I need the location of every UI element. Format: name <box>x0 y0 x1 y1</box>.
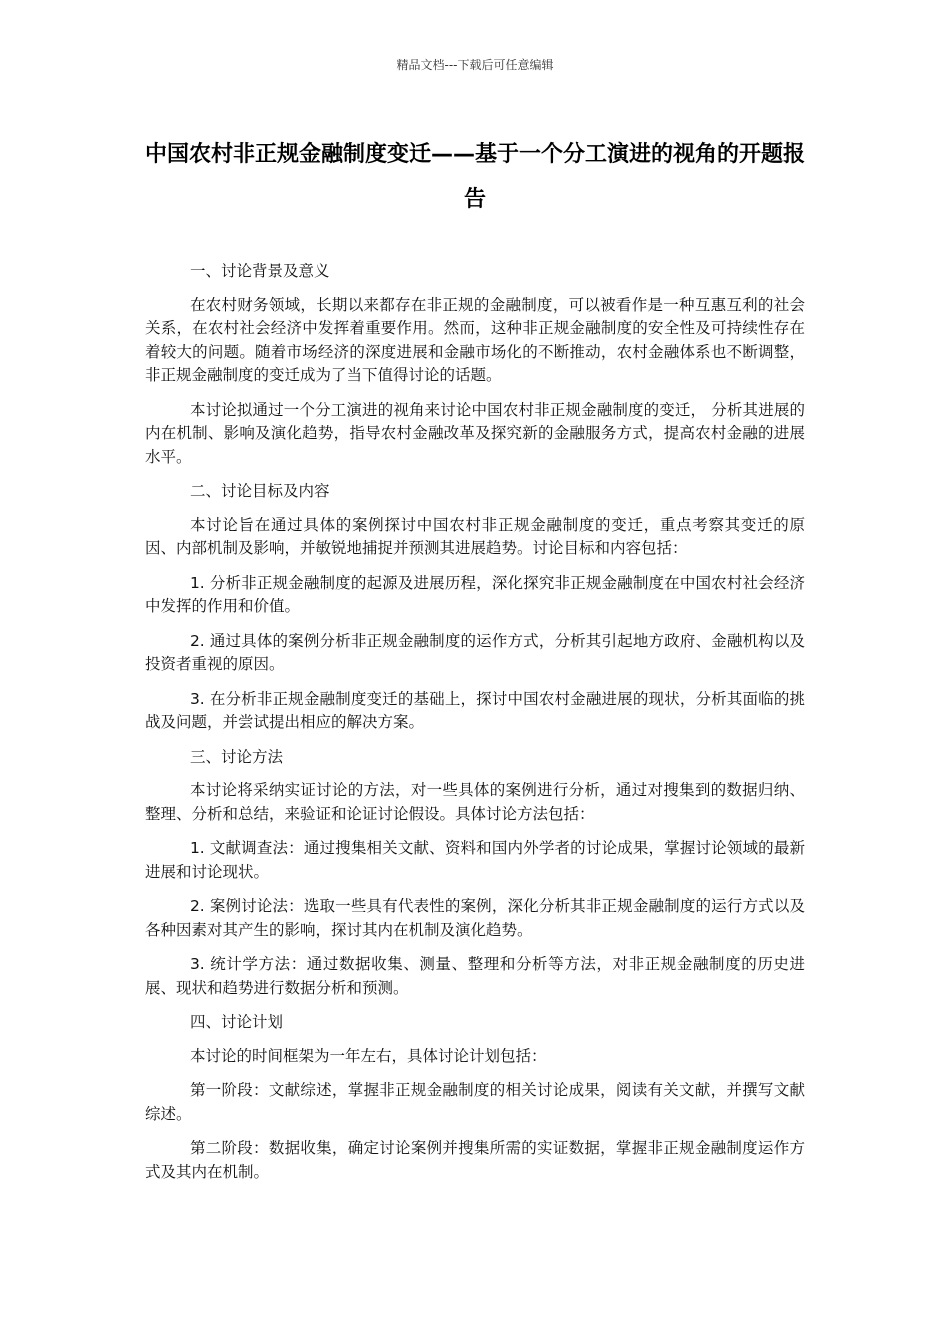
list-item: 第二阶段：数据收集，确定讨论案例并搜集所需的实证数据，掌握非正规金融制度运作方式及其内在机制。 <box>145 1139 805 1181</box>
page-header: 精品文档---下载后可任意编辑 <box>396 58 554 72</box>
list-item: 3. 统计学方法：通过数据收集、测量、整理和分析等方法，对非正规金融制度的历史进展、现状和趋势进行数据分析和预测。 <box>145 955 805 997</box>
list-item: 2. 通过具体的案例分析非正规金融制度的运作方式，分析其引起地方政府、金融机构以及投资者重视的原因。 <box>145 631 805 673</box>
list-item: 第一阶段：文献综述，掌握非正规金融制度的相关讨论成果，阅读有关文献，并撰写文献综述。 <box>145 1081 805 1123</box>
list-item: 1. 文献调查法：通过搜集相关文献、资料和国内外学者的讨论成果，掌握讨论领域的最新进展和讨论现状。 <box>145 839 805 881</box>
section-heading-plan: 四、讨论计划 <box>189 1013 283 1031</box>
section-heading-goals: 二、讨论目标及内容 <box>189 482 330 500</box>
section-heading-background: 一、讨论背景及意义 <box>189 262 330 280</box>
document-title: 中国农村非正规金融制度变迁——基于一个分工演进的视角的开题报告 <box>145 142 806 212</box>
list-item: 2. 案例讨论法：选取一些具有代表性的案例，深化分析其非正规金融制度的运行方式以及各种因素对其产生的影响，探讨其内在机制及演化趋势。 <box>145 897 805 939</box>
paragraph: 在农村财务领域，长期以来都存在非正规的金融制度，可以被看作是一种互惠互利的社会关系，在农村社会经济中发挥着重要作用。然而，这种非正规金融制度的安全性及可持续性存在着较大的问题。随着市场经济的深度进展和金融市场化的不断推动，农村金融体系也不断调整，非正规金融制度的变迁成为了当下值得讨论的话题。 <box>145 295 805 384</box>
paragraph: 本讨论将采纳实证讨论的方法，对一些具体的案例进行分析，通过对搜集到的数据归纳、整理、分析和总结，来验证和论证讨论假设。具体讨论方法包括： <box>145 781 805 823</box>
document-body <box>145 260 805 1195</box>
paragraph: 本讨论旨在通过具体的案例探讨中国农村非正规金融制度的变迁，重点考察其变迁的原因、内部机制及影响，并敏锐地捕捉并预测其进展趋势。讨论目标和内容包括： <box>145 515 805 557</box>
list-item: 1. 分析非正规金融制度的起源及进展历程，深化探究非正规金融制度在中国农村社会经济中发挥的作用和价值。 <box>145 573 805 615</box>
paragraph: 本讨论的时间框架为一年左右，具体讨论计划包括： <box>189 1046 547 1065</box>
section-heading-methods: 三、讨论方法 <box>189 747 283 766</box>
list-item: 3. 在分析非正规金融制度变迁的基础上，探讨中国农村金融进展的现状，分析其面临的挑战及问题，并尝试提出相应的解决方案。 <box>145 689 805 731</box>
paragraph: 本讨论拟通过一个分工演进的视角来讨论中国农村非正规金融制度的变迁， 分析其进展的内在机制、影响及演化趋势，指导农村金融改革及探究新的金融服务方式，提高农村金融的进展水平。 <box>145 400 805 466</box>
